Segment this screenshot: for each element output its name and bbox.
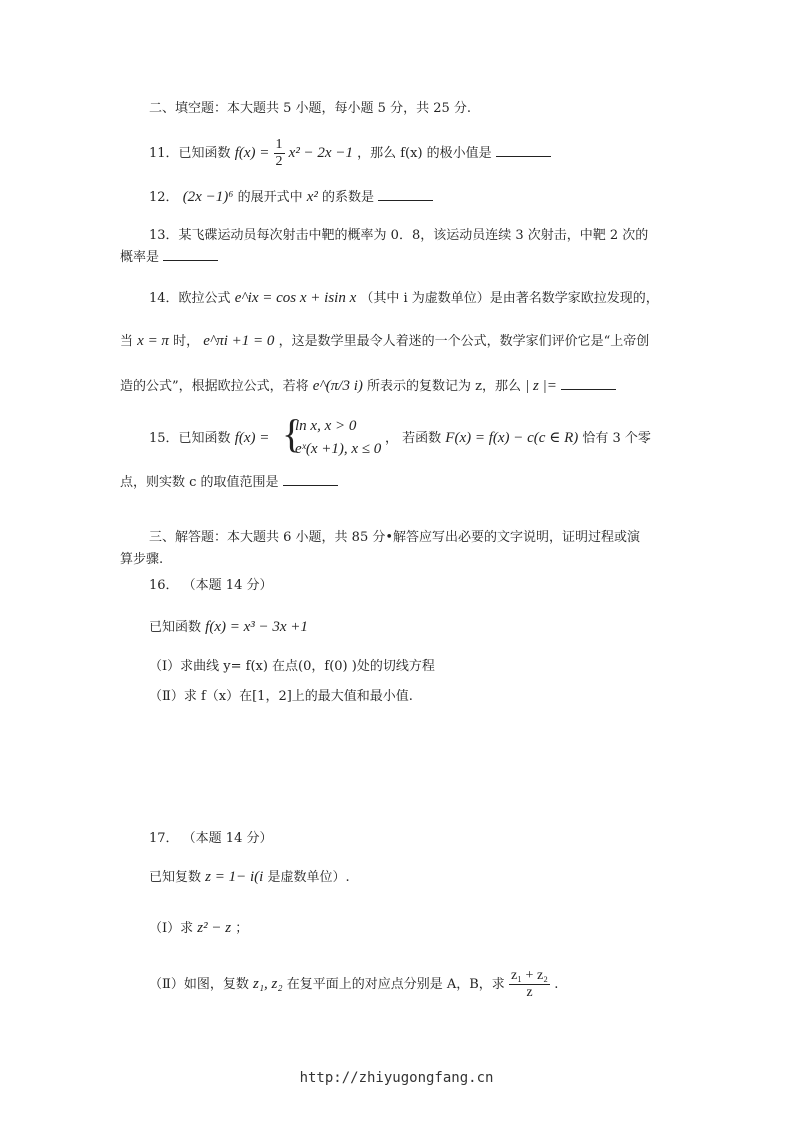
q17-frac-num: z₁ + z₂ (510, 968, 549, 983)
question-13-line2 (120, 248, 218, 266)
q17-part2-math: z₁, z₂ (252, 976, 283, 992)
q14-line2-math2: e^πi +1 = 0 (203, 333, 275, 349)
question-11 (149, 137, 551, 170)
footer-url[interactable]: http://zhiyugongfang.cn (299, 1070, 494, 1086)
question-17-given (149, 869, 350, 886)
question-12 (149, 188, 433, 206)
q17-part2c: . (554, 977, 559, 992)
q15-case1: ln x, x > 0 (295, 418, 357, 434)
q15-text1: ， 若函数 (385, 431, 442, 446)
q17-fraction (509, 968, 550, 1001)
q12-text1: 的展开式中 (237, 190, 303, 205)
q14-line2b: 时， (173, 334, 200, 349)
q17-part1-math: z² − z (197, 920, 232, 936)
q15-func2: F(x) = f(x) − c(c ∈ R) (445, 430, 579, 446)
question-13-line1: 13．某飞碟运动员每次射击中靶的概率为 0．8，该运动员连续 3 次射击，中靶 2 次的 (149, 228, 649, 243)
q12-text2: 的系数是 (322, 190, 375, 205)
section3-heading-line2: 算步骤. (120, 552, 164, 567)
q17-z: z = 1− i(i (205, 869, 264, 885)
q14-line2-math: x = π (137, 333, 169, 349)
q14-line3a: 造的公式”，根据欧拉公式，若将 (120, 379, 309, 394)
q14-line3-math2: | z |= (525, 378, 557, 394)
question-17-header: 17． （本题 14 分） (149, 831, 273, 846)
q17-part1a: （Ⅰ）求 (149, 921, 194, 936)
q14-line3b: 所表示的复数记为 z，那么 (367, 379, 521, 394)
question-15-line1 (149, 430, 269, 447)
question-14-line2 (120, 333, 649, 350)
q17-part2b: 在复平面上的对应点分别是 A，B，求 (286, 977, 505, 992)
answer-blank (378, 188, 433, 201)
answer-blank (561, 377, 616, 390)
question-16-part2: （Ⅱ）求 f（x）在[1，2]上的最大值和最小值. (149, 689, 413, 704)
q12-expr: (2x −1)⁶ (182, 189, 234, 205)
q16-func: f(x) = x³ − 3x +1 (205, 619, 308, 635)
answer-blank (496, 144, 551, 157)
question-17-part2 (149, 968, 558, 1001)
q15-func: f(x) = (234, 430, 270, 446)
q15-number: 15．已知函数 (149, 431, 231, 446)
q14-line1a: 14．欧拉公式 (149, 291, 231, 306)
q15-text2: 恰有 3 个零 (582, 431, 651, 446)
q17-part1b: ； (235, 921, 249, 936)
q11-func: f(x) = (234, 145, 270, 161)
q12-expr2: x² (306, 189, 318, 205)
q11-frac-num: 1 (275, 137, 283, 152)
q17-part2a: （Ⅱ）如图，复数 (149, 977, 249, 992)
q17-given2: 是虚数单位）. (267, 870, 350, 885)
question-15-line2 (120, 473, 338, 491)
q11-frac-den: 2 (275, 154, 283, 169)
question-14-line3 (120, 377, 616, 395)
q14-line1b: （其中 i 为虚数单位）是由著名数学家欧拉发现的， (360, 291, 659, 306)
question-15-line1b (385, 430, 651, 447)
q17-given-text: 已知复数 (149, 870, 202, 885)
q15-case2: eˣ(x +1), x ≤ 0 (295, 441, 382, 457)
piecewise-brace: { (282, 411, 302, 456)
q14-line2c: ，这是数学里最令人着迷的一个公式，数学家们评价它是“上帝创 (278, 334, 650, 349)
question-16-part1: （Ⅰ）求曲线 y= f(x) 在点(0，f(0) )处的切线方程 (149, 659, 435, 674)
q17-frac-den: z (526, 985, 533, 1000)
q14-line2a: 当 (120, 334, 134, 349)
q16-given-text: 已知函数 (149, 620, 202, 635)
q11-number: 11．已知函数 (149, 146, 231, 161)
q12-number: 12． (149, 190, 179, 205)
question-17-part1 (149, 920, 248, 937)
q13-line2-text: 概率是 (120, 250, 160, 265)
q11-expr: x² − 2x −1 (288, 145, 353, 161)
q14-line3-math: e^(π/3 i) (312, 378, 363, 394)
question-14-line1 (149, 290, 659, 307)
q11-text: ，那么 f(x) 的极小值是 (357, 146, 492, 161)
q15-line2-text: 点，则实数 c 的取值范围是 (120, 475, 279, 490)
question-16-header: 16． （本题 14 分） (149, 578, 273, 593)
section3-heading-line1: 三、解答题：本大题共 6 小题，共 85 分•解答应写出必要的文字说明，证明过程或演 (149, 530, 641, 545)
answer-blank (163, 248, 218, 261)
q11-fraction (274, 137, 285, 170)
answer-blank (283, 473, 338, 486)
question-16-given (149, 619, 308, 636)
q14-euler-formula: e^ix = cos x + isin x (234, 290, 357, 306)
section2-heading: 二、填空题：本大题共 5 小题，每小题 5 分，共 25 分. (149, 101, 472, 116)
